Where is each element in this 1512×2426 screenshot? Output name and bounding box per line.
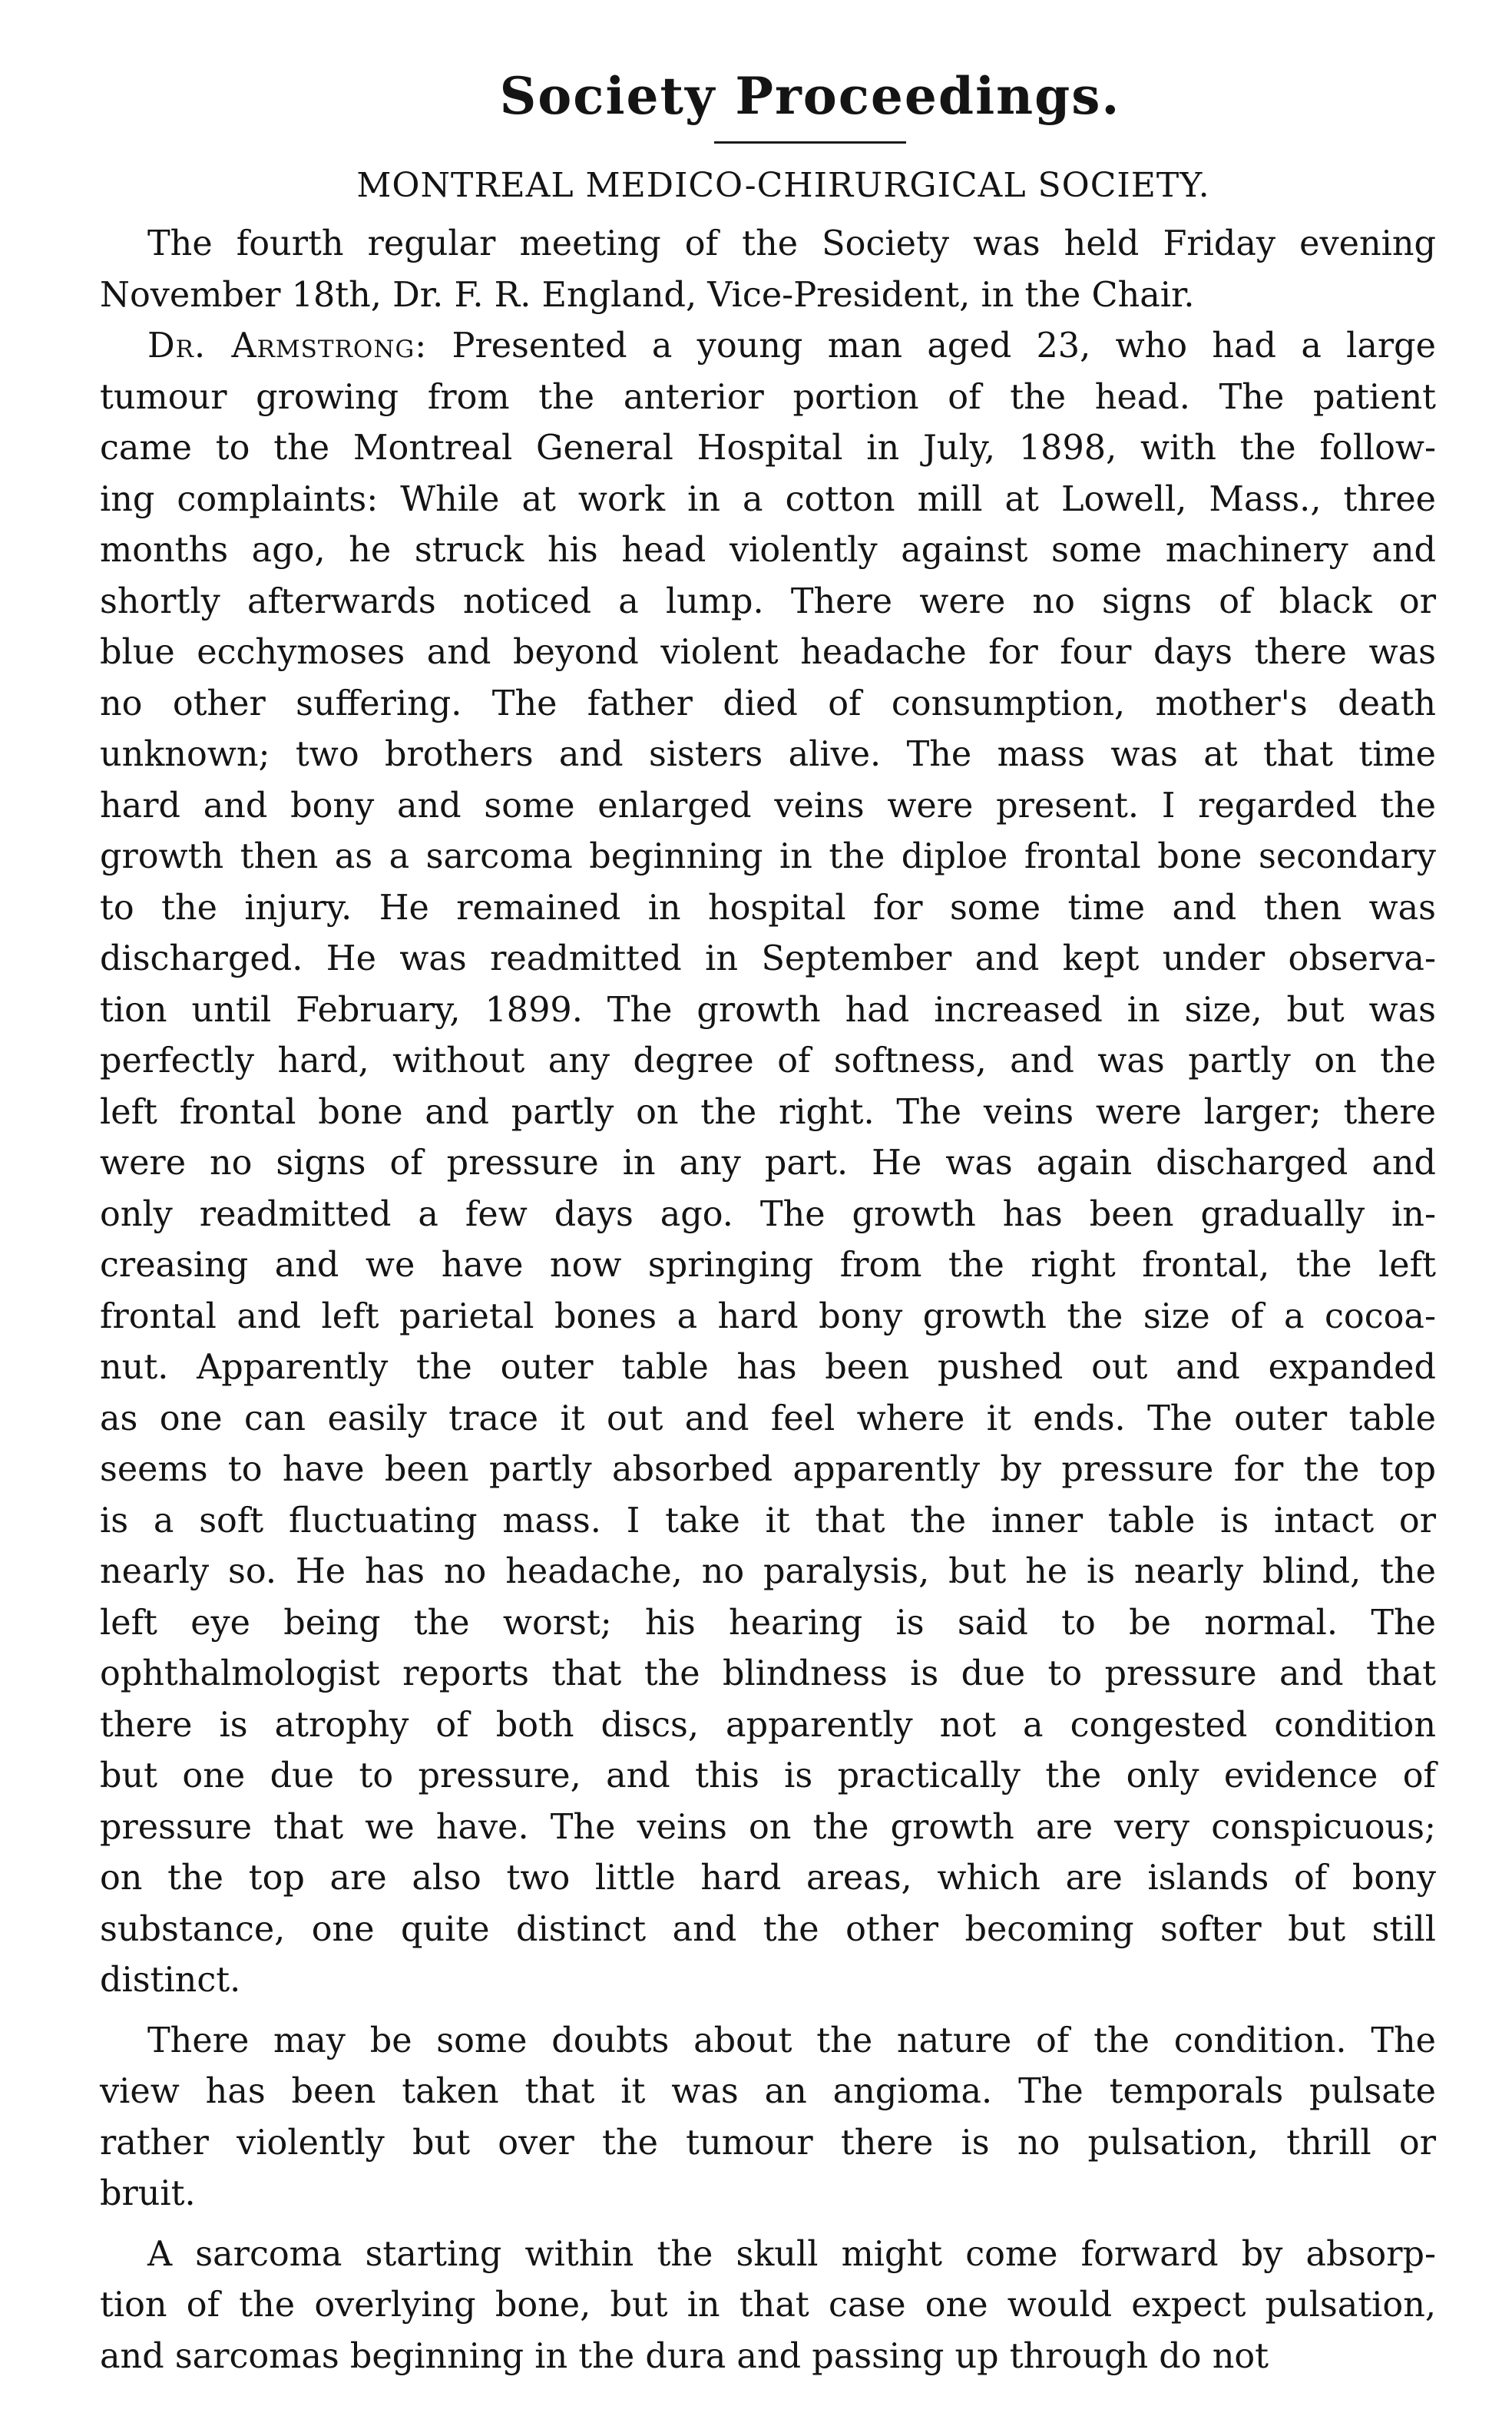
text-line: months ago, he struck his head violently against some machinery and bbox=[100, 531, 1436, 570]
text-line: on the top are also two little hard areas, which are islands of bony bbox=[100, 1858, 1436, 1898]
text-line: to the injury. He remained in hospital for some time and then was bbox=[100, 888, 1436, 928]
article-body bbox=[100, 219, 1436, 2382]
text-line: frontal and left parietal bones a hard bony growth the size of a cocoa- bbox=[100, 1296, 1436, 1336]
text-line: discharged. He was readmitted in September and kept under observa- bbox=[100, 939, 1436, 978]
paragraph bbox=[100, 2016, 1436, 2220]
text-line: but one due to pressure, and this is practically the only evidence of bbox=[100, 1756, 1436, 1796]
text-line: The fourth regular meeting of the Society was held Friday evening bbox=[147, 224, 1436, 263]
text-line: creasing and we have now springing from the right frontal, the left bbox=[100, 1246, 1436, 1285]
text-line: tion of the overlying bone, but in that case one would expect pulsation, bbox=[100, 2285, 1436, 2325]
text-line: nearly so. He has no headache, no paralysis, but he is nearly blind, the bbox=[100, 1552, 1436, 1591]
paragraph-gap bbox=[100, 2220, 1436, 2229]
text-line bbox=[100, 321, 1436, 372]
text-line: no other suffering. The father died of consumption, mother's death bbox=[100, 683, 1436, 723]
speaker-name: Dr. Armstrong: bbox=[147, 326, 428, 366]
text-line: nut. Apparently the outer table has been pushed out and expanded bbox=[100, 1348, 1436, 1387]
text-line: shortly afterwards noticed a lump. There were no signs of black or bbox=[100, 581, 1436, 621]
section-heading: Society Proceedings. bbox=[499, 66, 1121, 126]
text-line: seems to have been partly absorbed apparently by pressure for the top bbox=[100, 1450, 1436, 1489]
text-line: A sarcoma starting within the skull might come forward by absorp- bbox=[147, 2234, 1436, 2274]
text-line: There may be some doubts about the nature of the condition. The bbox=[147, 2021, 1436, 2060]
society-title: MONTREAL MEDICO-CHIRURGICAL SOCIETY. bbox=[356, 166, 1210, 205]
text-line: perfectly hard, without any degree of softness, and was partly on the bbox=[100, 1041, 1436, 1081]
paragraph bbox=[100, 321, 1436, 2007]
paragraph bbox=[100, 2229, 1436, 2383]
text-line: and sarcomas beginning in the dura and passing up through do not bbox=[100, 2336, 1269, 2376]
text-line: as one can easily trace it out and feel where it ends. The outer table bbox=[100, 1398, 1436, 1438]
text-line: unknown; two brothers and sisters alive. The mass was at that time bbox=[100, 735, 1436, 774]
text-line-content: Presented a young man aged 23, who had a large bbox=[427, 326, 1436, 366]
text-line: there is atrophy of both discs, apparently not a congested condition bbox=[100, 1705, 1436, 1745]
text-line: were no signs of pressure in any part. He was again discharged and bbox=[100, 1143, 1436, 1183]
text-line: view has been taken that it was an angioma. The temporals pulsate bbox=[100, 2072, 1436, 2111]
text-line: November 18th, Dr. F. R. England, Vice-President, in the Chair. bbox=[100, 275, 1195, 315]
text-line: is a soft fluctuating mass. I take it that the inner table is intact or bbox=[100, 1501, 1436, 1541]
text-line: substance, one quite distinct and the other becoming softer but still bbox=[100, 1909, 1436, 1949]
text-line: came to the Montreal General Hospital in July, 1898, with the follow- bbox=[100, 429, 1436, 468]
text-line: growth then as a sarcoma beginning in the diploe frontal bone secondary bbox=[100, 837, 1436, 876]
text-line: ing complaints: While at work in a cotton mill at Lowell, Mass., three bbox=[100, 479, 1436, 519]
text-line: distinct. bbox=[100, 1961, 241, 2000]
text-line: ophthalmologist reports that the blindness is due to pressure and that bbox=[100, 1654, 1436, 1693]
text-line: blue ecchymoses and beyond violent headache for four days there was bbox=[100, 633, 1436, 672]
text-line: tion until February, 1899. The growth had increased in size, but was bbox=[100, 990, 1436, 1030]
text-line: left eye being the worst; his hearing is said to be normal. The bbox=[100, 1603, 1436, 1643]
text-line: left frontal bone and partly on the right. The veins were larger; there bbox=[100, 1092, 1436, 1132]
paragraph bbox=[100, 219, 1436, 321]
text-line: bruit. bbox=[100, 2174, 196, 2213]
text-line: hard and bony and some enlarged veins were present. I regarded the bbox=[100, 786, 1436, 826]
text-line: pressure that we have. The veins on the growth are very conspicuous; bbox=[100, 1807, 1436, 1847]
page bbox=[100, 61, 1436, 2382]
paragraph-gap bbox=[100, 2007, 1436, 2016]
heading-rule bbox=[714, 141, 906, 144]
text-line: only readmitted a few days ago. The growth has been gradually in- bbox=[100, 1194, 1436, 1234]
text-line: rather violently but over the tumour there is no pulsation, thrill or bbox=[100, 2123, 1436, 2163]
text-line: tumour growing from the anterior portion of the head. The patient bbox=[100, 377, 1436, 417]
